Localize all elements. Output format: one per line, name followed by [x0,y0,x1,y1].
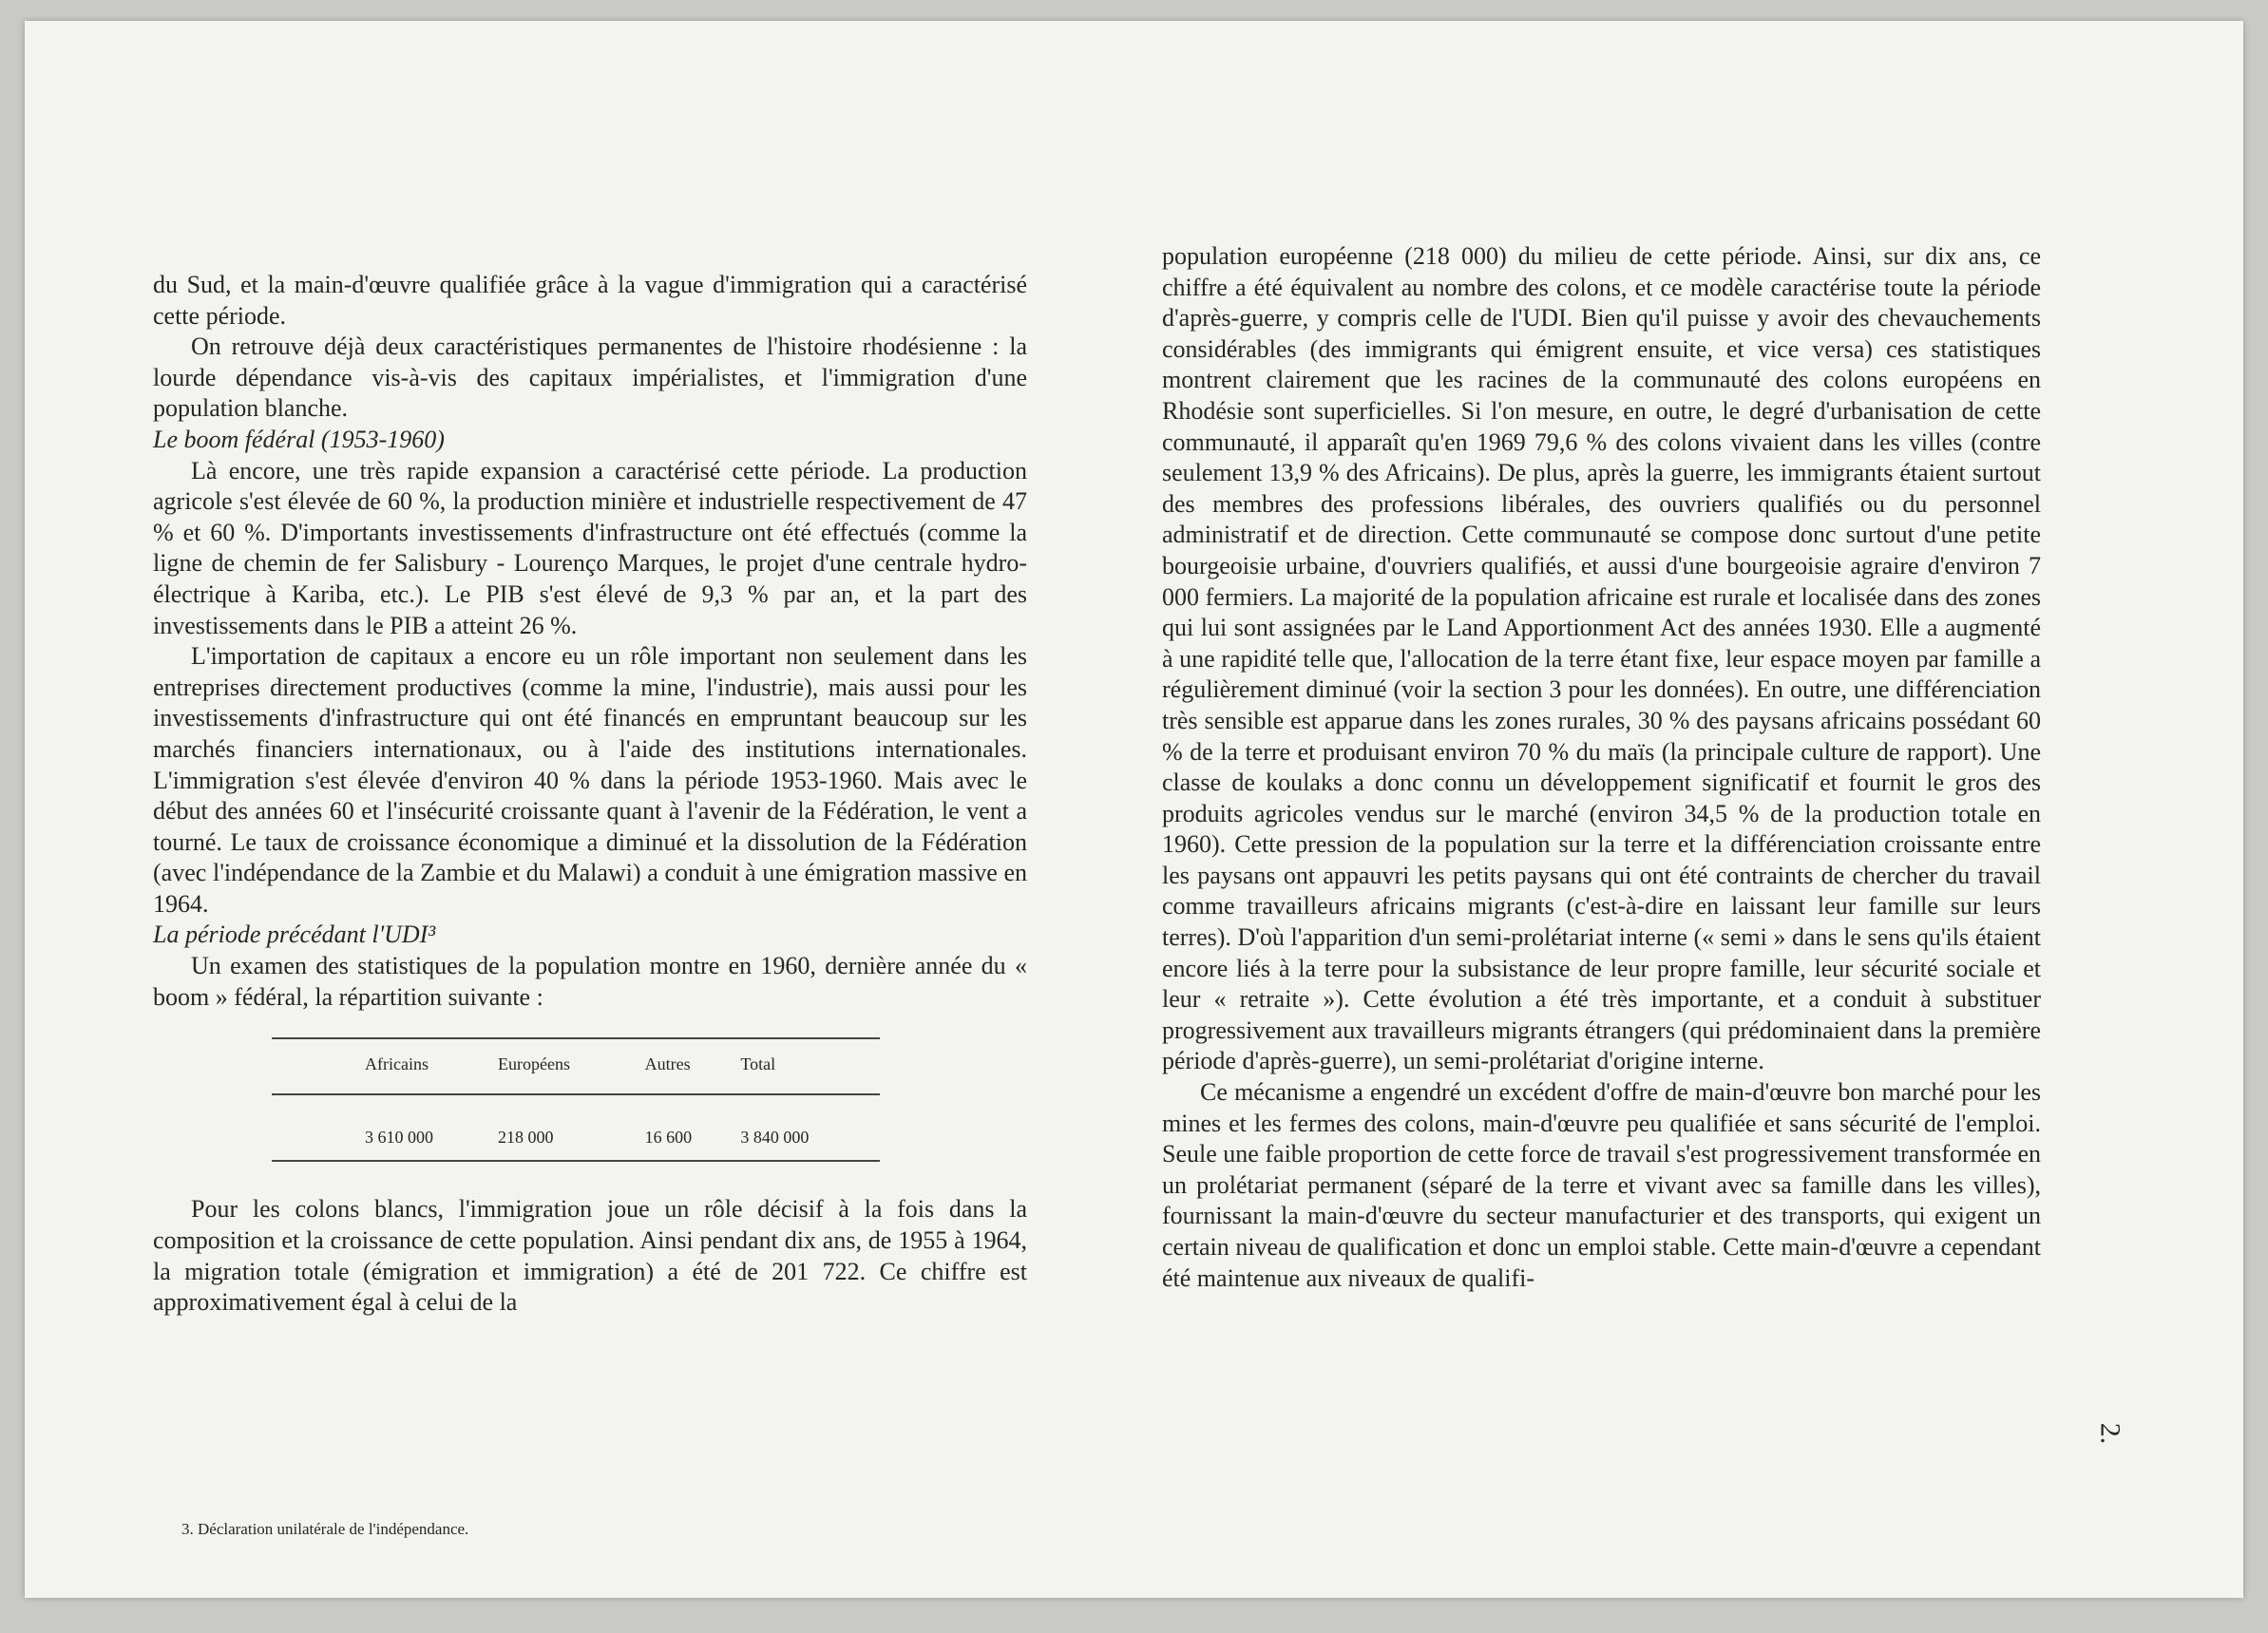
left-paragraph-5: Un examen des statistiques de la population montre en 1960, dernière année du « boom » fédéral, la répartition suivante : [153,952,1027,1011]
page-number: 2. [2094,1422,2126,1445]
value-autres: 16 600 [644,1127,693,1147]
left-page [153,270,1027,1319]
table-header-row [272,1038,880,1094]
header-africains: Africains [365,1054,429,1074]
header-europeens: Européens [498,1054,570,1074]
left-paragraph-4: L'importation de capitaux a encore eu un rôle important non seulement dans les entreprises directement productives (comme la mine, l'industrie), mais aussi pour les investissements d'infrastructure qui ont été financés en empruntant beaucoup sur les marchés financiers internationaux, ou à l'aide des institutions internationales. L'immigration s'est élevée d'environ 40 % dans la période 1953-1960. Mais avec le début des années 60 et l'insécurité croissante quant à l'avenir de la Fédération, le vent a tourné. Le taux de croissance économique a diminué et la dissolution de la Fédération (avec l'indépendance de la Zambie et du Malawi) a conduit à une émigration massive en 1964. [153,642,1027,918]
right-page [1162,241,2041,1294]
value-africains: 3 610 000 [365,1127,433,1147]
left-paragraph-2: On retrouve déjà deux caractéristiques permanentes de l'histoire rhodésienne : la lourde dépendance vis-à-vis des capitaux impérialistes, et l'immigration d'une population blanche. [153,332,1027,423]
header-total: Total [740,1054,776,1074]
right-paragraph-1: population européenne (218 000) du milieu de cette période. Ainsi, sur dix ans, ce chiffre a été équivalent au nombre des colons, et ce modèle caractérise toute la période d'après-guerre, y compris celle de l'UDI. Bien qu'il puisse y avoir des chevauchements considérables (des immigrants qui émigrent ensuite, et vice versa) ces statistiques montrent clairement que les racines de la communauté des colons européens en Rhodésie sont superficielles. Si l'on mesure, en outre, le degré d'urbanisation de cette communauté, il apparaît qu'en 1969 79,6 % des colons vivaient dans les villes (contre seulement 13,9 % des Africains). De plus, après la guerre, les immigrants étaient surtout des membres des professions libérales, des ouvriers qualifiés ou du personnel administratif et de direction. Cette communauté se compose donc surtout d'une petite bourgeoisie urbaine, d'ouvriers qualifiés, et aussi d'une bourgeoisie agraire d'environ 7 000 fermiers. La majorité de la population africaine est rurale et localisée dans des zones qui lui sont assignées par le Land Apportionment Act des années 1930. Elle a augmenté à une rapidité telle que, l'allocation de la terre étant fixe, leur espace moyen par famille a régulièrement diminué (voir la section 3 pour les données). En outre, une différenciation très sensible est apparue dans les zones rurales, 30 % des paysans africains possédant 60 % de la terre et produisant environ 70 % du maïs (la principale culture de rapport). Une classe de koulaks a donc connu un développement significatif et fournit le gros des produits agricoles vendus sur le marché (environ 34,5 % de la production totale en 1960). Cette pression de la population sur la terre et la différenciation croissante entre les paysans ont appauvri les petits paysans qui ont été contraints de chercher du travail comme travailleurs africains migrants (c'est-à-dire en laissant leur famille sur leurs terres). D'où l'apparition d'un semi-prolétariat interne (« semi » dans le sens qu'ils étaient encore liés à la terre pour la subsistance de leur propre famille, leur sécurité sociale et leur « retraite »). Cette évolution a été très importante, et a conduit à substituer progressivement aux travailleurs migrants étrangers (qui prédominaient dans la première période d'après-guerre), un semi-prolétariat d'origine interne. [1162,242,2041,1075]
table-row [272,1094,880,1162]
population-table [272,1037,880,1162]
header-autres: Autres [644,1054,691,1074]
section-heading-boom: Le boom fédéral (1953-1960) [153,425,445,453]
section-heading-udi: La période précédant l'UDI³ [153,921,436,949]
left-paragraph-1: du Sud, et la main-d'œuvre qualifiée grâce à la vague d'immigration qui a caractérisé cette période. [153,271,1027,330]
left-paragraph-3: Là encore, une très rapide expansion a caractérisé cette période. La production agricole s'est élevée de 60 %, la production minière et industrielle respectivement de 47 % et 60 %. D'importants investissements d'infrastructure ont été effectués (comme la ligne de chemin de fer Salisbury - Lourenço Marques, le projet d'une centrale hydro-électrique à Kariba, etc.). Le PIB s'est élevé de 9,3 % par an, et la part des investissements dans le PIB a atteint 26 %. [153,456,1027,639]
value-total: 3 840 000 [740,1127,810,1147]
left-paragraph-6: Pour les colons blancs, l'immigration joue un rôle décisif à la fois dans la composition et la croissance de cette population. Ainsi pendant dix ans, de 1955 à 1964, la migration totale (émigration et immigration) a été de 201 722. Ce chiffre est approximativement égal à celui de la [153,1195,1027,1317]
footnote: 3. Déclaration unilatérale de l'indépendance. [181,1520,469,1538]
right-paragraph-2: Ce mécanisme a engendré un excédent d'offre de main-d'œuvre bon marché pour les mines et les fermes des colons, main-d'œuvre peu qualifiée et sans sécurité de l'emploi. Seule une faible proportion de cette force de travail s'est progressivement transformée en un prolétariat permanent (séparé de la terre et vivant avec sa famille dans les villes), fournissant la main-d'œuvre du secteur manufacturier et des transports, qui exigent un certain niveau de qualification et donc un emploi stable. Cette main-d'œuvre a cependant été maintenue aux niveaux de qualifi- [1162,1078,2041,1292]
value-europeens: 218 000 [498,1127,554,1147]
scanned-sheet [25,21,2243,1598]
